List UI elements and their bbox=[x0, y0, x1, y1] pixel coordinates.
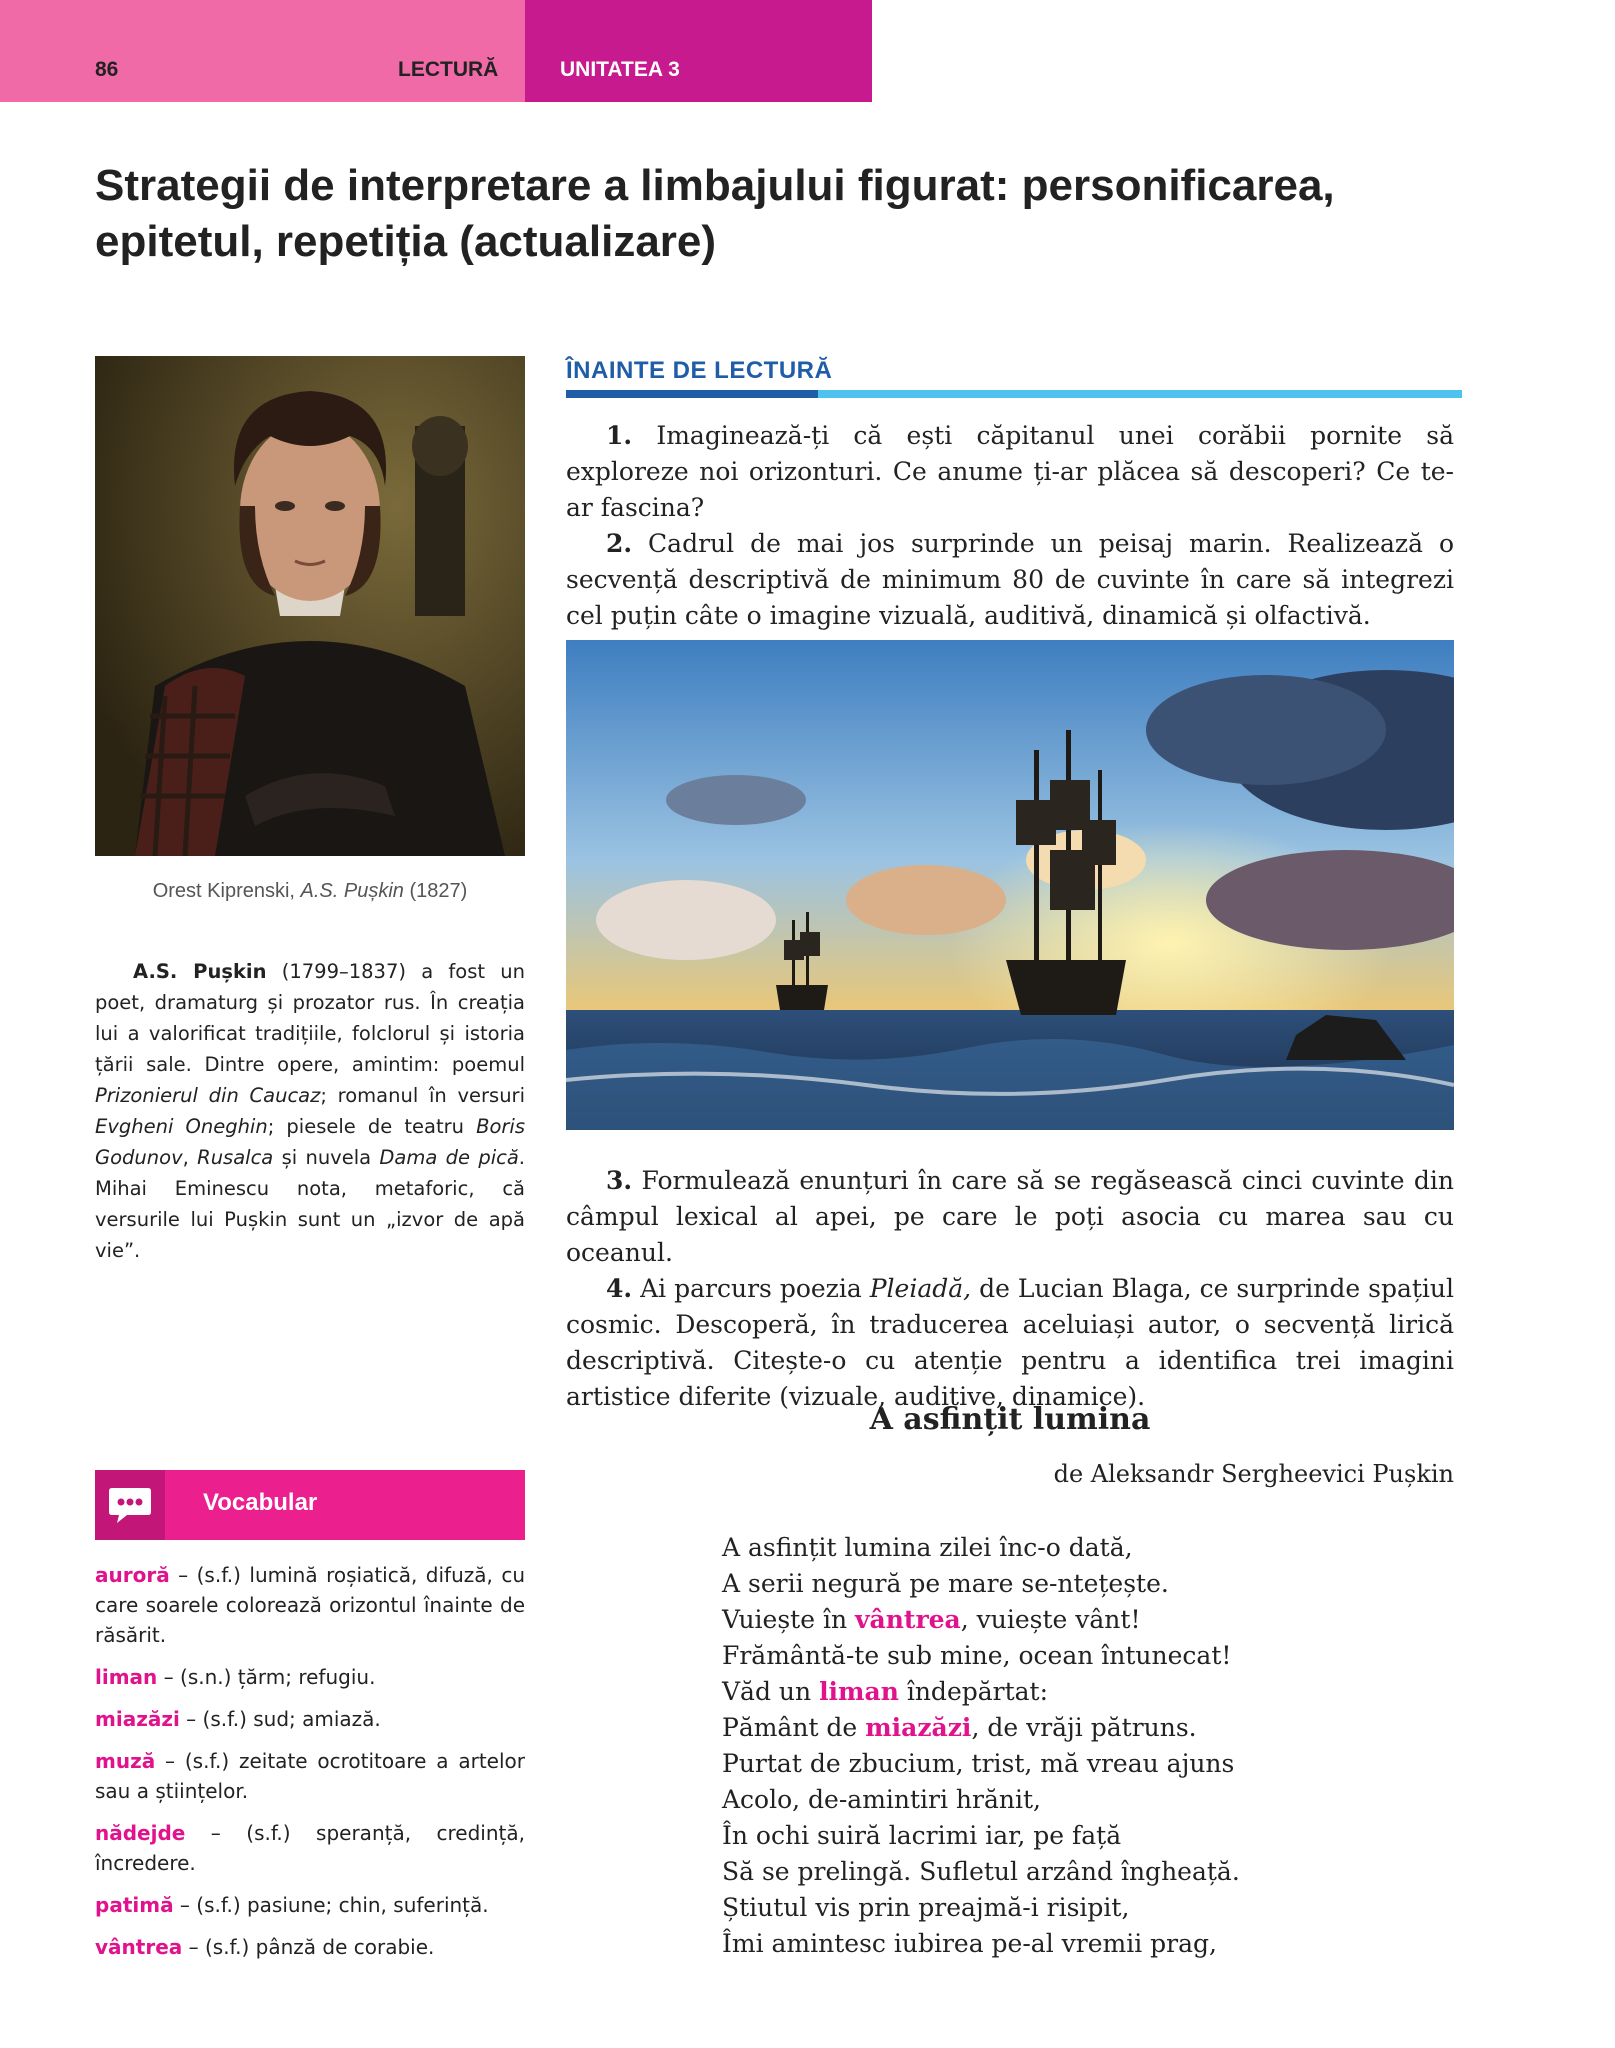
vocabulary-entry: liman – (s.n.) țărm; refugiu. bbox=[95, 1665, 376, 1689]
vocabulary-entry: miazăzi – (s.f.) sud; amiază. bbox=[95, 1707, 381, 1731]
poem-title: A asfințit lumina bbox=[869, 1402, 1151, 1437]
poem-line: Purtat de zbucium, trist, mă vreau ajuns bbox=[722, 1749, 1235, 1778]
poem-line: A serii negură pe mare se-ntețește. bbox=[722, 1569, 1169, 1598]
vocabulary-entry: vântrea – (s.f.) pânză de corabie. bbox=[95, 1935, 435, 1959]
poem-line: Acolo, de-amintiri hrănit, bbox=[722, 1785, 1041, 1814]
heading-underline-light bbox=[818, 390, 1462, 398]
poem-text bbox=[722, 1530, 1462, 1962]
poem-line: Să se prelingă. Sufletul arzând îngheață. bbox=[722, 1857, 1240, 1886]
question-3: 3. Formulează enunțuri în care să se regăsească cinci cuvinte din câmpul lexical al apei, pe care le poți asocia cu marea sau cu oceanul. bbox=[566, 1166, 1454, 1267]
question-2: 2. Cadrul de mai jos surprinde un peisaj marin. Realizează o secvență descriptivă de minimum 80 de cuvinte în care să integrezi cel puțin câte o imagine vizuală, auditivă, dinamică și olfactivă. bbox=[566, 529, 1454, 630]
portrait-image bbox=[95, 356, 525, 856]
questions-1-2 bbox=[566, 418, 1454, 634]
author-bio: A.S. Pușkin (1799–1837) a fost un poet, dramaturg și prozator rus. În creația lui a valorificat tradițiile, folclorul și istoria țării sale. Dintre opere, amintim: poemul Prizonierul din Caucaz; romanul în versuri Evgheni Oneghin; piesele de teatru Boris Godunov, Rusalca și nuvela Dama de pică. Mihai Eminescu nota, metaforic, că versurile lui Pușkin sunt un „izvor de apă vie”. bbox=[95, 960, 526, 1262]
poem-author: de Aleksandr Sergheevici Pușkin bbox=[1053, 1460, 1454, 1488]
page-title: Strategii de interpretare a limbajului figurat: personificarea, epitetul, repetiția (actualizare) bbox=[95, 161, 1335, 266]
unit-label: UNITATEA 3 bbox=[560, 58, 680, 81]
vocabulary-entry: patimă – (s.f.) pasiune; chin, suferință. bbox=[95, 1893, 489, 1917]
before-reading-heading: ÎNAINTE DE LECTURĂ bbox=[566, 357, 833, 384]
poem-line: Știutul vis prin preajmă-i risipit, bbox=[722, 1893, 1130, 1922]
vocabulary-title: Vocabular bbox=[203, 1489, 318, 1516]
vocabulary-entry: auroră – (s.f.) lumină roșiatică, difuză, cu care soarele colorează orizontul înainte de răsărit. bbox=[95, 1563, 525, 1647]
header-band-magenta bbox=[525, 0, 872, 102]
poem-line: În ochi suiră lacrimi iar, pe față bbox=[722, 1821, 1122, 1850]
portrait-caption: Orest Kiprenski, A.S. Pușkin (1827) bbox=[152, 880, 468, 902]
page-number: 86 bbox=[95, 58, 119, 81]
heading-underline-dark bbox=[566, 390, 818, 398]
poem-line: Văd un liman îndepărtat: bbox=[722, 1677, 1049, 1706]
poem-line: Îmi amintesc iubirea pe-al vremii prag, bbox=[722, 1929, 1217, 1958]
question-4: 4. Ai parcurs poezia Pleiadă, de Lucian Blaga, ce surprinde spațiul cosmic. Descoperă, în traducerea aceluiași autor, o secvență lirică descriptivă. Citește-o cu atenție pentru a identifica trei imagini artistice diferite (vizuale, auditive, dinamice). bbox=[566, 1274, 1455, 1411]
questions-3-4 bbox=[566, 1163, 1454, 1415]
vocabulary-entry: nădejde – (s.f.) speranță, credință, încredere. bbox=[95, 1821, 525, 1875]
speech-bubble-icon bbox=[95, 1470, 165, 1540]
poem-line: A asfințit lumina zilei înc-o dată, bbox=[722, 1533, 1133, 1562]
question-1: 1. Imaginează-ți că ești căpitanul unei corăbii pornite să exploreze noi orizonturi. Ce anume ți-ar plăcea să descoperi? Ce te-ar fascina? bbox=[566, 421, 1454, 522]
poem-line: Vuiește în vântrea, vuiește vânt! bbox=[722, 1605, 1141, 1634]
header-band-pink bbox=[0, 0, 525, 102]
poem-line: Frământă-te sub mine, ocean întunecat! bbox=[722, 1641, 1232, 1670]
section-label: LECTURĂ bbox=[398, 58, 499, 81]
sea-ships-image bbox=[566, 640, 1454, 1130]
poem-line: Pământ de miazăzi, de vrăji pătruns. bbox=[722, 1713, 1197, 1742]
vocabulary-list bbox=[95, 1560, 525, 1974]
vocabulary-entry: muză – (s.f.) zeitate ocrotitoare a artelor sau a științelor. bbox=[95, 1749, 525, 1803]
